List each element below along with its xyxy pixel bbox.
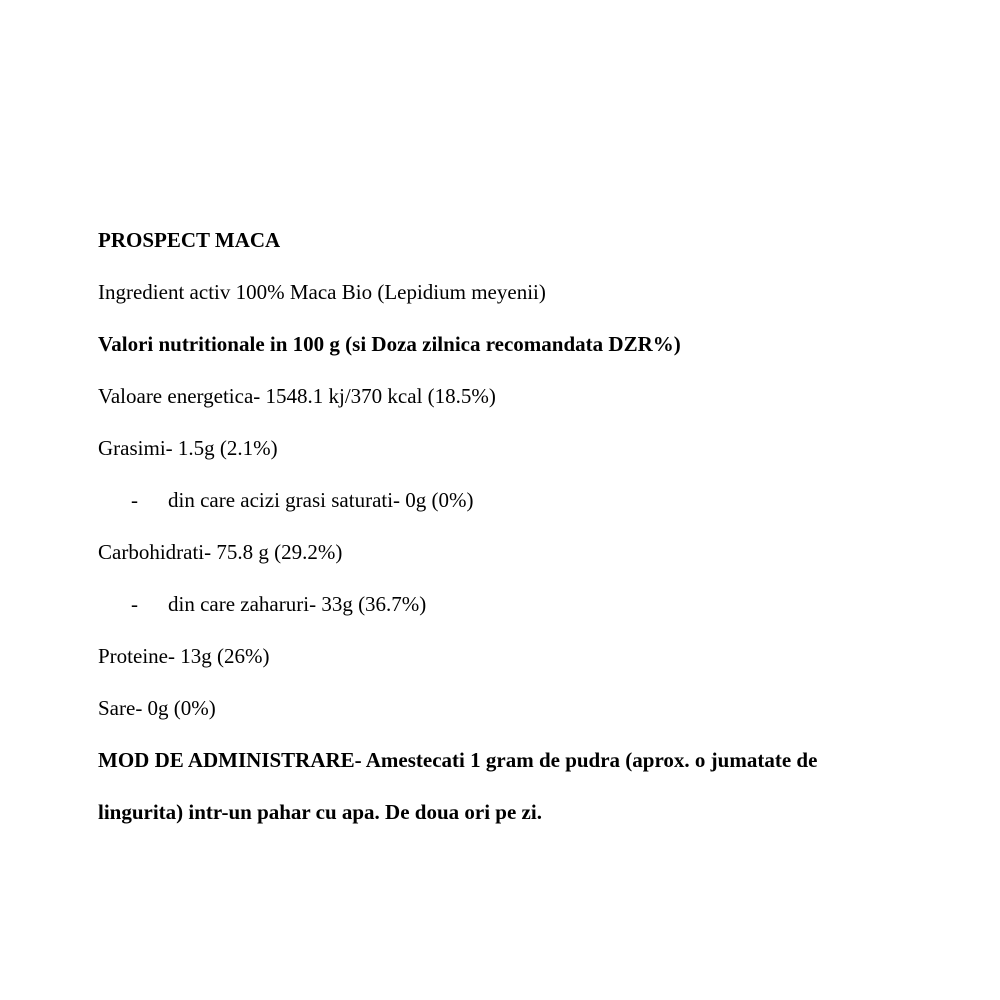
nutrition-salt: Sare- 0g (0%) (98, 696, 216, 720)
nutrition-protein: Proteine- 13g (26%) (98, 644, 270, 668)
nutrition-heading: Valori nutritionale in 100 g (si Doza zilnica recomandata DZR%) (98, 332, 681, 356)
nutrition-fat: Grasimi- 1.5g (2.1%) (98, 436, 278, 460)
nutrition-saturated-fat (98, 486, 918, 514)
document-body (98, 226, 918, 826)
ingredient-line: Ingredient activ 100% Maca Bio (Lepidium meyenii) (98, 280, 546, 304)
administration-paragraph (98, 746, 918, 826)
nutrition-carbohydrates: Carbohidrati- 75.8 g (29.2%) (98, 540, 343, 564)
list-bullet: - (131, 488, 138, 512)
nutrition-sugars (98, 590, 918, 618)
nutrition-saturated-fat-text: din care acizi grasi saturati- 0g (0%) (168, 488, 474, 512)
administration-line-2: lingurita) intr-un pahar cu apa. De doua ori pe zi. (98, 800, 542, 824)
document-title: PROSPECT MACA (98, 228, 281, 252)
nutrition-energy: Valoare energetica- 1548.1 kj/370 kcal (18.5%) (98, 384, 496, 408)
administration-line-1: MOD DE ADMINISTRARE- Amestecati 1 gram de pudra (aprox. o jumatate de (98, 748, 818, 772)
nutrition-sugars-text: din care zaharuri- 33g (36.7%) (168, 592, 427, 616)
list-bullet: - (131, 592, 138, 616)
